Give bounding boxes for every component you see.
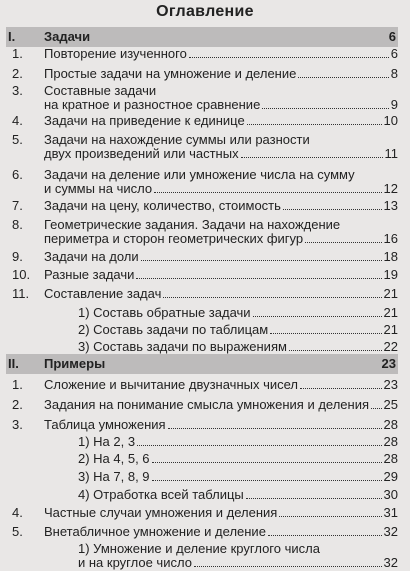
dot-leader — [194, 566, 382, 567]
toc-item[interactable] — [6, 114, 398, 128]
item-text: двух произведений или частных — [44, 146, 239, 161]
item-number: 1. — [12, 46, 23, 61]
item-text: Задачи на нахождение суммы или разности — [44, 132, 310, 147]
item-text: Повторение изученного — [44, 46, 187, 61]
item-number: 3. — [12, 417, 23, 432]
item-text: 3) Составь задачи по выражениям — [78, 339, 287, 354]
dot-leader — [152, 480, 382, 481]
item-text: Задачи на цену, количество, стоимость — [44, 198, 281, 213]
item-page-number: 30 — [383, 487, 398, 502]
item-text: Разные задачи — [44, 267, 135, 282]
item-page-number: 21 — [383, 286, 398, 301]
section-page: 23 — [381, 356, 396, 371]
item-page-number: 29 — [383, 469, 398, 484]
item-text: 2) На 4, 5, 6 — [78, 451, 150, 466]
item-number: 9. — [12, 249, 23, 264]
item-page-number: 8 — [390, 66, 398, 81]
item-text: и на круглое число — [78, 555, 192, 570]
item-number: 2. — [12, 397, 23, 412]
dot-leader — [298, 77, 388, 78]
item-page-number: 12 — [383, 181, 398, 196]
toc-subitem[interactable] — [6, 488, 398, 502]
item-text: Задачи на доли — [44, 249, 139, 264]
dot-leader — [279, 516, 381, 517]
item-page-number: 21 — [383, 322, 398, 337]
item-number: 4. — [12, 113, 23, 128]
section-header-tasks — [6, 27, 398, 47]
item-text: 3) На 7, 8, 9 — [78, 469, 150, 484]
toc-subitem[interactable] — [6, 542, 398, 570]
item-text: 1) На 2, 3 — [78, 434, 136, 449]
item-page-number: 22 — [383, 339, 398, 354]
dot-leader — [241, 157, 383, 158]
dot-leader — [270, 333, 381, 334]
toc-subitem[interactable] — [6, 340, 398, 354]
dot-leader — [152, 462, 382, 463]
item-page-number: 19 — [383, 267, 398, 282]
item-text: и суммы на число — [44, 181, 153, 196]
dot-leader — [154, 192, 381, 193]
item-page-number: 21 — [383, 305, 398, 320]
section-header-examples — [6, 354, 398, 374]
item-page-number: 10 — [383, 113, 398, 128]
dot-leader — [247, 124, 382, 125]
toc-subitem[interactable] — [6, 323, 398, 337]
item-number: 4. — [12, 505, 23, 520]
toc-item[interactable] — [6, 133, 398, 161]
item-number: 7. — [12, 198, 23, 213]
toc-item[interactable] — [6, 398, 398, 412]
toc-item[interactable] — [6, 287, 398, 301]
item-page-number: 9 — [390, 97, 398, 112]
item-text: 1) Умножение и деление круглого числа — [78, 541, 320, 556]
item-page-number: 31 — [383, 505, 398, 520]
toc-item[interactable] — [6, 168, 398, 196]
dot-leader — [289, 350, 382, 351]
item-page-number: 28 — [383, 451, 398, 466]
item-page-number: 11 — [384, 146, 398, 161]
dot-leader — [268, 535, 382, 536]
item-page-number: 6 — [390, 46, 398, 61]
item-text: 4) Отработка всей таблицы — [78, 487, 244, 502]
item-page-number: 28 — [383, 417, 398, 432]
dot-leader — [283, 209, 382, 210]
dot-leader — [371, 408, 382, 409]
item-text: на кратное и разностное сравнение — [44, 97, 261, 112]
dot-leader — [141, 260, 382, 261]
item-text: Сложение и вычитание двузначных чисел — [44, 377, 299, 392]
dot-leader — [168, 428, 382, 429]
item-text: 1) Составь обратные задачи — [78, 305, 251, 320]
item-text: Задачи на приведение к единице — [44, 113, 245, 128]
toc-subitem[interactable] — [6, 435, 398, 449]
item-page-number: 18 — [383, 249, 398, 264]
dot-leader — [163, 297, 381, 298]
dot-leader — [262, 108, 388, 109]
item-page-number: 13 — [383, 198, 398, 213]
item-text: периметра и сторон геометрических фигур — [44, 231, 304, 246]
toc-item[interactable] — [6, 250, 398, 264]
section-number: II. — [8, 356, 19, 371]
item-number: 10. — [12, 267, 31, 282]
section-number: I. — [8, 29, 16, 44]
toc-item[interactable] — [6, 506, 398, 520]
item-text: Таблица умножения — [44, 417, 166, 432]
toc-item[interactable] — [6, 268, 398, 282]
item-text: Составные задачи — [44, 83, 157, 98]
item-number: 5. — [12, 524, 23, 539]
item-text: Задачи на деление или умножение числа на сумму — [44, 167, 355, 182]
item-text: 2) Составь задачи по таблицам — [78, 322, 269, 337]
item-number: 1. — [12, 377, 23, 392]
section-page: 6 — [388, 29, 396, 44]
item-text: Геометрические задания. Задачи на нахождение — [44, 217, 341, 232]
item-number: 2. — [12, 66, 23, 81]
item-number: 5. — [12, 132, 23, 147]
toc-item[interactable] — [6, 67, 398, 81]
item-text: Составление задач — [44, 286, 162, 301]
item-page-number: 16 — [383, 231, 398, 246]
section-title: Примеры — [44, 356, 106, 371]
dot-leader — [189, 57, 389, 58]
toc-subitem[interactable] — [6, 470, 398, 484]
item-number: 3. — [12, 83, 23, 98]
dot-leader — [246, 498, 382, 499]
toc-item[interactable] — [6, 378, 398, 392]
item-number: 8. — [12, 217, 23, 232]
dot-leader — [137, 445, 381, 446]
toc-item[interactable] — [6, 199, 398, 213]
toc-item[interactable] — [6, 525, 398, 539]
item-text: Задания на понимание смысла умножения и деления — [44, 397, 370, 412]
item-page-number: 32 — [383, 524, 398, 539]
toc-item[interactable] — [6, 47, 398, 61]
dot-leader — [305, 242, 381, 243]
item-page-number: 25 — [383, 397, 398, 412]
item-page-number: 32 — [383, 555, 398, 570]
item-number: 6. — [12, 167, 23, 182]
item-page-number: 23 — [383, 377, 398, 392]
toc-item[interactable] — [6, 84, 398, 112]
toc-item[interactable] — [6, 418, 398, 432]
dot-leader — [253, 316, 382, 317]
toc-subitem[interactable] — [6, 452, 398, 466]
item-text: Частные случаи умножения и деления — [44, 505, 278, 520]
item-text: Простые задачи на умножение и деление — [44, 66, 297, 81]
item-number: 11. — [12, 286, 30, 301]
toc-item[interactable] — [6, 218, 398, 246]
dot-leader — [300, 388, 382, 389]
item-text: Внетабличное умножение и деление — [44, 524, 266, 539]
item-page-number: 28 — [383, 434, 398, 449]
dot-leader — [136, 278, 381, 279]
section-title: Задачи — [44, 29, 91, 44]
page-title: Оглавление — [156, 3, 254, 20]
toc-subitem[interactable] — [6, 306, 398, 320]
